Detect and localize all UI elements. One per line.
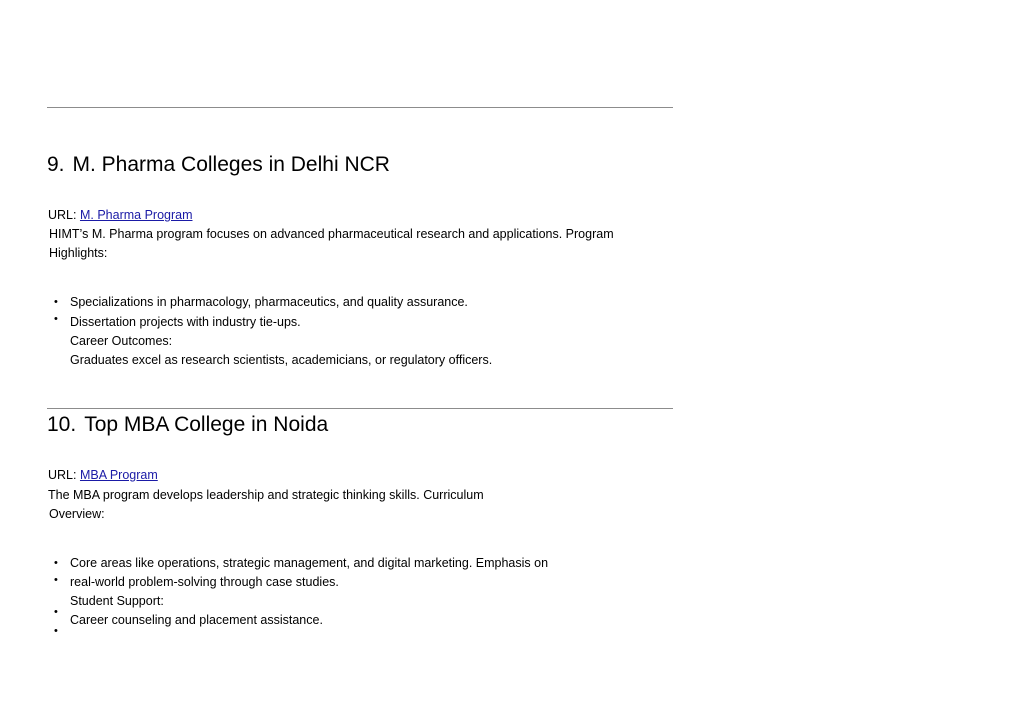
- section-divider-middle: [47, 408, 673, 409]
- m-pharma-program-link[interactable]: M. Pharma Program: [79, 208, 193, 222]
- section-10-bullet-1: Core areas like operations, strategic management, and digital marketing. Emphasis on: [70, 556, 549, 570]
- section-10-url-line: [48, 467, 158, 483]
- section-9-outcomes-text: Graduates excel as research scientists, academicians, or regulatory officers.: [70, 353, 493, 367]
- bullet-icon: •: [54, 625, 58, 637]
- mba-program-link[interactable]: MBA Program: [79, 468, 158, 482]
- section-10-support-label: Student Support:: [70, 594, 164, 608]
- section-10-support-text: Career counseling and placement assistance.: [70, 613, 323, 627]
- section-9-description-line-1: HIMT’s M. Pharma program focuses on advanced pharmaceutical research and applications. Program: [49, 227, 614, 241]
- bullet-icon: •: [54, 313, 58, 325]
- section-divider-top: [47, 107, 673, 108]
- section-10-heading: [47, 413, 328, 437]
- section-9-url-line: [48, 207, 193, 223]
- section-10-title: Top MBA College in Noida: [84, 413, 329, 436]
- bullet-icon: •: [54, 574, 58, 586]
- section-10-url-label: URL:: [48, 468, 77, 482]
- section-9-bullet-1: Specializations in pharmacology, pharmaceutics, and quality assurance.: [70, 295, 468, 309]
- section-10-description-line-1: The MBA program develops leadership and strategic thinking skills. Curriculum: [48, 488, 484, 502]
- bullet-icon: •: [54, 296, 58, 308]
- section-9-title: M. Pharma Colleges in Delhi NCR: [72, 153, 390, 176]
- bullet-icon: •: [54, 557, 58, 569]
- bullet-icon: •: [54, 606, 58, 618]
- section-9-bullet-2: Dissertation projects with industry tie-ups.: [70, 315, 301, 329]
- section-9-outcomes-label: Career Outcomes:: [70, 334, 173, 348]
- section-10-description-line-2: Overview:: [49, 507, 105, 521]
- section-9-number: 9.: [47, 153, 65, 176]
- section-9-heading: [47, 153, 390, 177]
- section-9-url-label: URL:: [48, 208, 77, 222]
- section-10-number: 10.: [47, 413, 77, 436]
- section-10-bullet-2: real-world problem-solving through case studies.: [70, 575, 339, 589]
- section-9-description-line-2: Highlights:: [49, 246, 108, 260]
